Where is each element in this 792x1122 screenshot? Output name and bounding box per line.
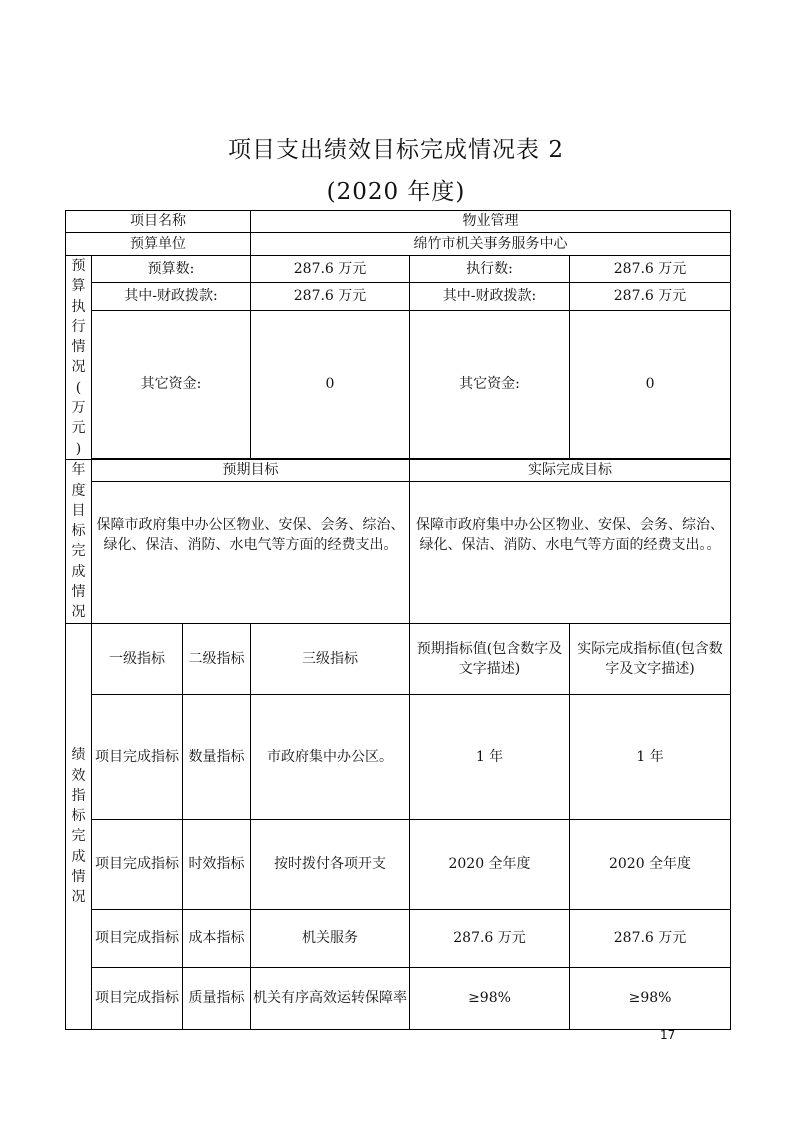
expected-goal-text: 保障市政府集中办公区物业、安保、会务、综治、绿化、保洁、消防、水电气等方面的经费支出。 [92, 481, 410, 623]
table-row [66, 909, 731, 967]
vertical-label-char: 算 [71, 278, 86, 295]
level3-cell: 机关有序高效运转保障率 [251, 967, 410, 1029]
level2-header: 二级指标 [183, 623, 251, 694]
level3-cell: 机关服务 [251, 909, 410, 967]
performance-table [65, 210, 731, 1030]
other-funds-row [66, 310, 731, 458]
level2-cell: 成本指标 [183, 909, 251, 967]
fiscal-label-b: 其中-财政拨款: [410, 282, 570, 310]
vertical-label-char: 元 [71, 420, 86, 437]
level1-cell: 项目完成指标 [92, 694, 183, 819]
vertical-label-char: 情 [71, 339, 86, 356]
level2-cell: 质量指标 [183, 967, 251, 1029]
expected-goal-header: 预期目标 [92, 459, 410, 481]
project-name-value: 物业管理 [251, 211, 731, 233]
fiscal-label-a: 其中-财政拨款: [92, 282, 251, 310]
vertical-label-char: 情 [71, 869, 86, 886]
budget-unit-row [66, 233, 731, 256]
expected-value-cell: ≥98% [410, 967, 570, 1029]
expected-value-header: 预期指标值(包含数字及文字描述) [410, 623, 570, 694]
vertical-label-char: 成 [71, 563, 86, 580]
fiscal-row [66, 282, 731, 310]
project-name-label: 项目名称 [66, 211, 251, 233]
vertical-label-char: 完 [71, 543, 86, 560]
vertical-label-char: 况 [71, 359, 86, 376]
performance-header-row [66, 623, 731, 694]
vertical-label-char: ) [75, 440, 82, 457]
table-row [66, 819, 731, 909]
vertical-label-char: 标 [71, 808, 86, 825]
level1-cell: 项目完成指标 [92, 909, 183, 967]
other-value-b: 0 [570, 310, 731, 458]
budget-execution-section-label [66, 256, 92, 460]
performance-section-label [66, 623, 92, 1029]
level1-cell: 项目完成指标 [92, 819, 183, 909]
project-name-row [66, 211, 731, 233]
vertical-label-text [68, 745, 89, 907]
fiscal-value-a: 287.6 万元 [251, 282, 410, 310]
vertical-label-char: 况 [71, 604, 86, 621]
level3-cell: 市政府集中办公区。 [251, 694, 410, 819]
budget-unit-label: 预算单位 [66, 233, 251, 256]
annual-goals-section-label [66, 459, 92, 623]
vertical-label-char: 预 [71, 258, 86, 274]
vertical-label-char: 指 [71, 787, 86, 804]
level2-cell: 时效指标 [183, 819, 251, 909]
level1-header: 一级指标 [92, 623, 183, 694]
actual-value-cell: 1 年 [570, 694, 731, 819]
document-subtitle: (2020 年度) [326, 179, 466, 205]
vertical-label-char: 度 [71, 482, 86, 499]
vertical-label-char: 万 [71, 400, 86, 417]
actual-value-cell: ≥98% [570, 967, 731, 1029]
vertical-label-char: 绩 [71, 747, 86, 764]
expected-value-cell: 287.6 万元 [410, 909, 570, 967]
actual-value-cell: 2020 全年度 [570, 819, 731, 909]
expected-value-cell: 2020 全年度 [410, 819, 570, 909]
level2-cell: 数量指标 [183, 694, 251, 819]
vertical-label-char: 标 [71, 523, 86, 540]
annual-goals-content-row [66, 481, 731, 623]
vertical-label-char: 年 [71, 462, 86, 479]
actual-goal-header: 实际完成目标 [410, 459, 731, 481]
level3-cell: 按时拨付各项开支 [251, 819, 410, 909]
actual-value-header: 实际完成指标值(包含数字及文字描述) [570, 623, 731, 694]
page-number: 17 [660, 1028, 676, 1042]
executed-value: 287.6 万元 [570, 256, 731, 283]
executed-label: 执行数: [410, 256, 570, 283]
vertical-label-char: 况 [71, 889, 86, 906]
vertical-label-char: 成 [71, 848, 86, 865]
vertical-label-char: 效 [71, 767, 86, 784]
budget-amount-value: 287.6 万元 [251, 256, 410, 283]
actual-value-cell: 287.6 万元 [570, 909, 731, 967]
vertical-label-char: 目 [71, 502, 86, 519]
fiscal-value-b: 287.6 万元 [570, 282, 731, 310]
vertical-label-char: 情 [71, 584, 86, 601]
other-label-b: 其它资金: [410, 310, 570, 458]
budget-amount-row [66, 256, 731, 283]
actual-goal-text: 保障市政府集中办公区物业、安保、会务、综治、绿化、保洁、消防、水电气等方面的经费支出。。 [410, 481, 731, 623]
other-label-a: 其它资金: [92, 310, 251, 458]
level3-header: 三级指标 [251, 623, 410, 694]
table-row [66, 694, 731, 819]
vertical-label-text [68, 256, 89, 459]
budget-unit-value: 绵竹市机关事务服务中心 [251, 233, 731, 256]
other-value-a: 0 [251, 310, 410, 458]
level1-cell: 项目完成指标 [92, 967, 183, 1029]
vertical-label-char: 执 [71, 298, 86, 315]
document-title: 项目支出绩效目标完成情况表 2 [228, 137, 564, 163]
table-row [66, 967, 731, 1029]
annual-goals-header-row [66, 459, 731, 481]
expected-value-cell: 1 年 [410, 694, 570, 819]
vertical-label-char: 行 [71, 318, 86, 335]
vertical-label-char: ( [75, 379, 82, 396]
vertical-label-text [68, 460, 89, 622]
vertical-label-char: 完 [71, 828, 86, 845]
budget-amount-label: 预算数: [92, 256, 251, 283]
